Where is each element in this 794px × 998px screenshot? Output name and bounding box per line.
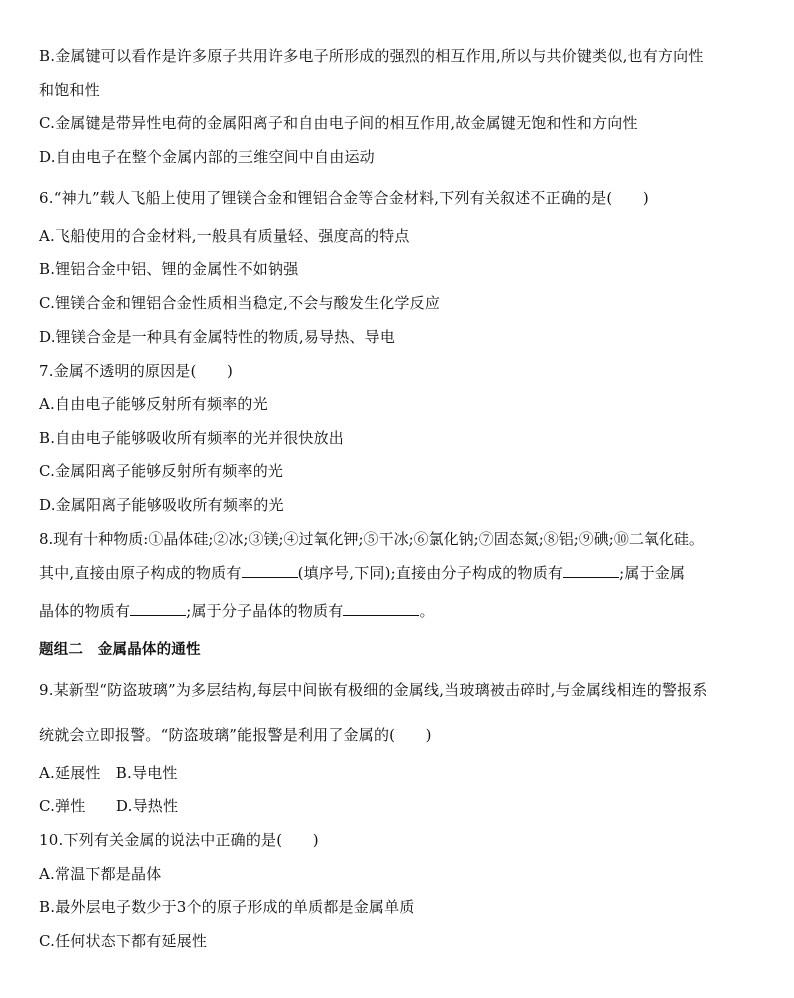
answer-blank-3[interactable]	[130, 601, 186, 616]
q10-option-a: A.常温下都是晶体	[39, 865, 162, 883]
q5-option-c: C.金属键是带异性电荷的金属阳离子和自由电子间的相互作用,故金属键无饱和性和方向性	[39, 114, 638, 132]
q5-option-b-line2: 和饱和性	[39, 81, 100, 99]
q8-text-6: 。	[419, 602, 435, 620]
q6-option-b: B.锂铝合金中铝、锂的金属性不如钠强	[39, 260, 299, 278]
q5-option-b-line1: B.金属键可以看作是许多原子共用许多电子所形成的强烈的相互作用,所以与共价键类似,也有方向性	[39, 47, 704, 65]
answer-blank-4[interactable]	[343, 601, 419, 616]
q6-stem: 6.“神九”载人飞船上使用了锂镁合金和锂铝合金等合金材料,下列有关叙述不正确的是( )	[39, 189, 649, 207]
q6-option-c: C.锂镁合金和锂铝合金性质相当稳定,不会与酸发生化学反应	[39, 294, 441, 312]
q8-text-5: ;属于分子晶体的物质有	[186, 602, 344, 620]
q8-line3	[39, 601, 435, 621]
q8-text-1: 其中,直接由原子构成的物质有	[39, 564, 242, 582]
q9-options-cd: C.弹性 D.导热性	[39, 797, 179, 815]
q10-option-c: C.任何状态下都有延展性	[39, 932, 208, 950]
q9-stem-line1: 9.某新型“防盗玻璃”为多层结构,每层中间嵌有极细的金属线,当玻璃被击碎时,与金属线相连的警报系	[39, 681, 708, 699]
q7-option-b: B.自由电子能够吸收所有频率的光并很快放出	[39, 429, 344, 447]
section-heading: 题组二 金属晶体的通性	[39, 642, 201, 658]
q7-option-c: C.金属阳离子能够反射所有频率的光	[39, 462, 284, 480]
q8-text-3: ;属于金属	[619, 564, 686, 582]
q8-stem: 8.现有十种物质:①晶体硅;②冰;③镁;④过氧化钾;⑤干冰;⑥氯化钠;⑦固态氮;⑧铝;⑨碘;⑩二氧化硅。	[39, 530, 704, 548]
q8-line2	[39, 563, 685, 583]
q7-stem: 7.金属不透明的原因是( )	[39, 362, 234, 380]
answer-blank-1[interactable]	[242, 563, 298, 578]
q6-option-d: D.锂镁合金是一种具有金属特性的物质,易导热、导电	[39, 328, 396, 346]
q10-stem: 10.下列有关金属的说法中正确的是( )	[39, 831, 319, 849]
q9-options-ab: A.延展性 B.导电性	[39, 764, 178, 782]
q6-option-a: A.飞船使用的合金材料,一般具有质量轻、强度高的特点	[39, 227, 410, 245]
q7-option-a: A.自由电子能够反射所有频率的光	[39, 395, 268, 413]
q8-text-2: (填序号,下同);直接由分子构成的物质有	[297, 564, 564, 582]
q9-stem-line2: 统就会立即报警。“防盗玻璃”能报警是利用了金属的( )	[39, 726, 432, 744]
q10-option-b: B.最外层电子数少于3个的原子形成的单质都是金属单质	[39, 898, 415, 916]
q8-text-4: 晶体的物质有	[39, 602, 131, 620]
q7-option-d: D.金属阳离子能够吸收所有频率的光	[39, 496, 284, 514]
answer-blank-2[interactable]	[563, 563, 619, 578]
q5-option-d: D.自由电子在整个金属内部的三维空间中自由运动	[39, 148, 375, 166]
